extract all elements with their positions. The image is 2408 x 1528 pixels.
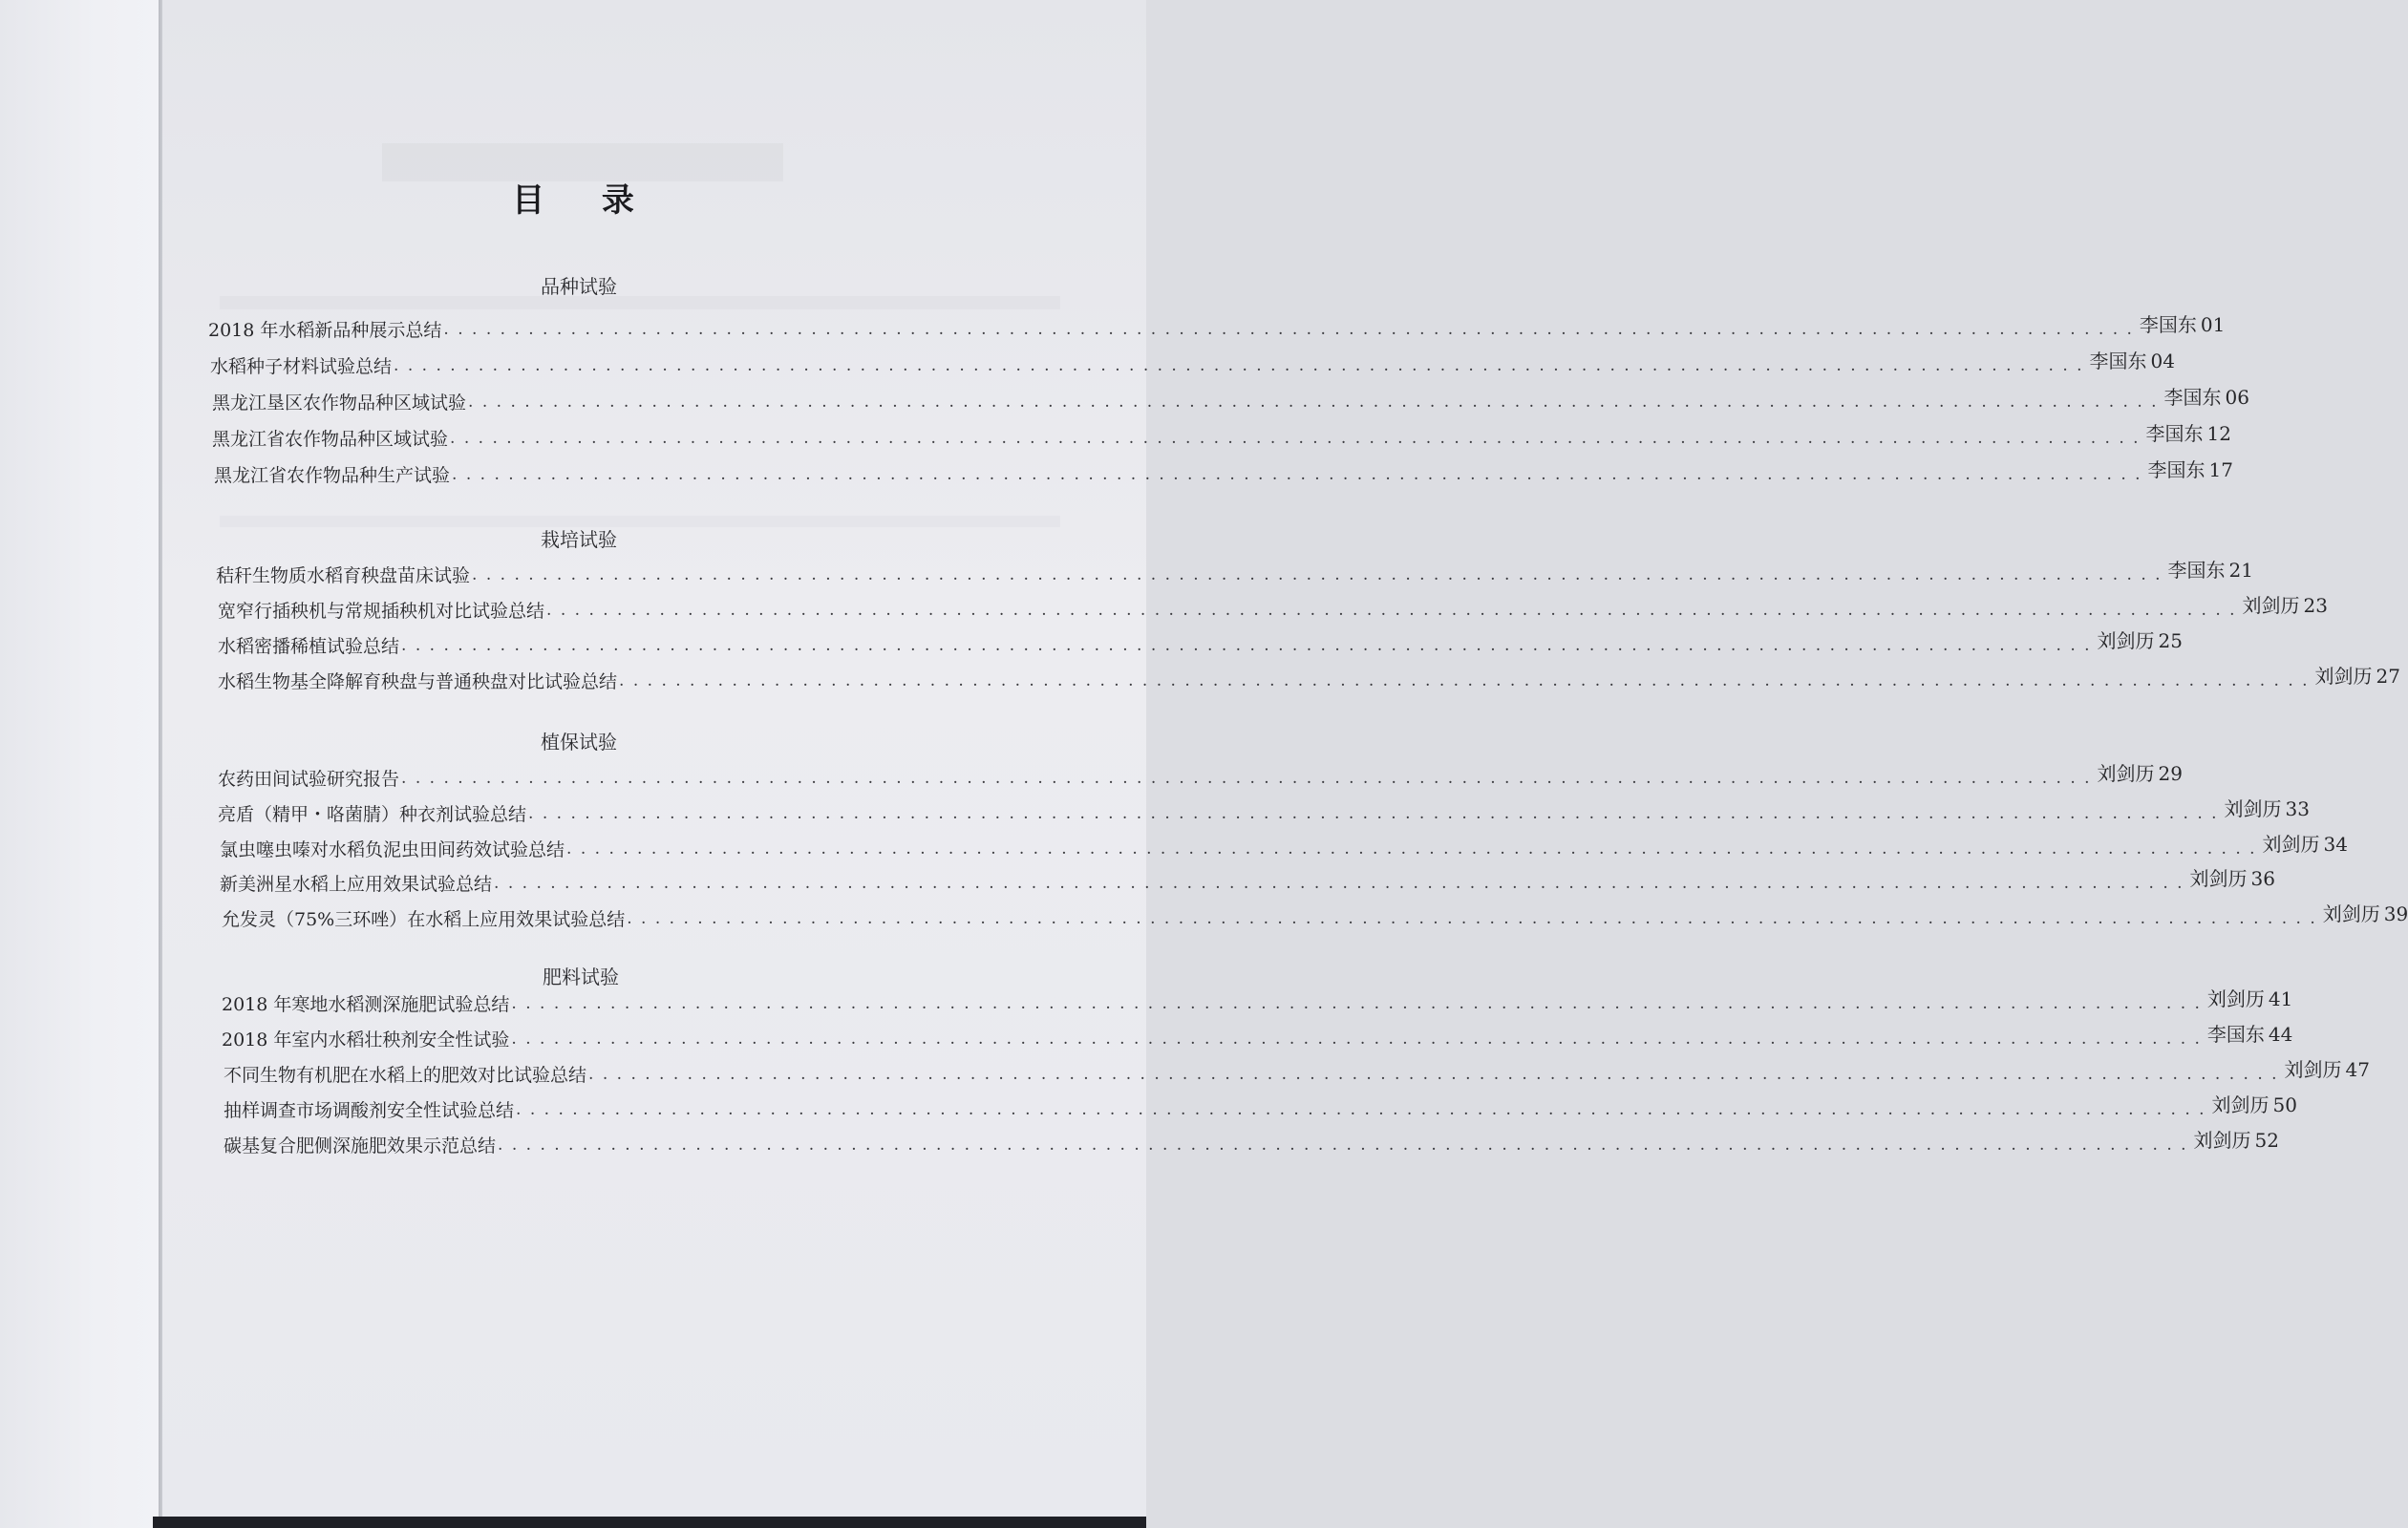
toc-entry-author: 刘剑历	[2189, 867, 2248, 890]
toc-entry-author: 李国东	[2089, 350, 2147, 372]
toc-entry[interactable]	[212, 418, 2231, 451]
toc-entry-author: 李国东	[2139, 313, 2197, 336]
toc-entry-title: 亮盾（精甲・咯菌腈）种衣剂试验总结	[218, 804, 527, 825]
toc-entry-author: 刘剑历	[2224, 797, 2282, 820]
toc-entry-author: 李国东	[2145, 422, 2204, 445]
toc-entry-title: 2018 年寒地水稻测深施肥试验总结	[222, 994, 510, 1015]
dot-leader: . . . . . . . . . . . . . . . . . . . . . . . . . . . . . . . . . . . . . . . . . . . . . . . . . . . . . . . . . . . . . . . . . . . . . . . . . . . . . . . . . . . . . . . . . . . . . . . . . . . . . . . . . . . . . . . . . . . . . . . .	[468, 393, 2159, 412]
toc-entry-meta	[2168, 555, 2253, 583]
toc-entry-author: 李国东	[2147, 458, 2206, 481]
toc-entry[interactable]	[208, 309, 2226, 342]
toc-entry[interactable]	[218, 661, 2400, 693]
toc-entry-author: 刘剑历	[2206, 987, 2265, 1010]
toc-entry-meta	[2315, 661, 2400, 689]
toc-entry[interactable]	[220, 863, 2275, 896]
toc-entry-author: 李国东	[2167, 559, 2226, 582]
toc-entry-page-number: 06	[2225, 386, 2249, 409]
toc-entry[interactable]	[218, 794, 2310, 826]
toc-entry-page-number: 34	[2323, 833, 2348, 856]
toc-entry-meta	[2285, 1054, 2370, 1082]
toc-entry-page-number: 17	[2208, 458, 2233, 481]
toc-entry[interactable]	[222, 984, 2293, 1016]
toc-entry-meta	[2243, 590, 2328, 618]
toc-entry-meta	[2164, 382, 2249, 410]
section-heading: 品种试验	[541, 275, 617, 298]
toc-entry-meta	[2194, 1125, 2279, 1153]
toc-entry-page-number: 33	[2285, 797, 2310, 820]
dot-leader: . . . . . . . . . . . . . . . . . . . . . . . . . . . . . . . . . . . . . . . . . . . . . . . . . . . . . . . . . . . . . . . . . . . . . . . . . . . . . . . . . . . . . . . . . . . . . . . . . . . . . . . . . . . . . . . . . . . . . . . .	[401, 769, 2092, 788]
dot-leader: . . . . . . . . . . . . . . . . . . . . . . . . . . . . . . . . . . . . . . . . . . . . . . . . . . . . . . . . . . . . . . . . . . . . . . . . . . . . . . . . . . . . . . . . . . . . . . . . . . . . . . . . . . . . . . . . . . . . . . . .	[528, 804, 2219, 823]
toc-entry-title: 碳基复合肥侧深施肥效果示范总结	[224, 1135, 497, 1157]
dot-leader: . . . . . . . . . . . . . . . . . . . . . . . . . . . . . . . . . . . . . . . . . . . . . . . . . . . . . . . . . . . . . . . . . . . . . . . . . . . . . . . . . . . . . . . . . . . . . . . . . . . . . . . . . . . . . . . . . . . . . . . .	[627, 909, 2317, 928]
toc-entry-meta	[2140, 309, 2225, 337]
toc-entry-meta	[2207, 1019, 2292, 1047]
toc-entry-meta	[2225, 794, 2310, 821]
dot-leader: . . . . . . . . . . . . . . . . . . . . . . . . . . . . . . . . . . . . . . . . . . . . . . . . . . . . . . . . . . . . . . . . . . . . . . . . . . . . . . . . . . . . . . . . . . . . . . . . . . . . . . . . . . . . . . . . . . . . . . . .	[472, 565, 2163, 584]
toc-entry[interactable]	[210, 346, 2175, 378]
toc-entry-page-number: 12	[2206, 422, 2231, 445]
page-title: 目 录	[512, 181, 657, 220]
toc-entry-title: 宽窄行插秧机与常规插秧机对比试验总结	[218, 601, 545, 622]
facing-page	[0, 0, 160, 1528]
toc-entry-meta	[2323, 899, 2408, 926]
toc-entry-author: 刘剑历	[2193, 1129, 2251, 1152]
toc-entry[interactable]	[216, 555, 2253, 587]
toc-entry[interactable]	[218, 626, 2183, 658]
toc-entry-page-number: 39	[2383, 902, 2408, 925]
section-heading: 植保试验	[541, 731, 617, 753]
toc-entry-meta	[2098, 626, 2183, 653]
toc-entry-page-number: 47	[2345, 1058, 2370, 1081]
section-heading: 栽培试验	[541, 528, 617, 551]
toc-entry-author: 刘剑历	[2262, 833, 2320, 856]
toc-entry-meta	[2148, 455, 2233, 482]
dot-leader: . . . . . . . . . . . . . . . . . . . . . . . . . . . . . . . . . . . . . . . . . . . . . . . . . . . . . . . . . . . . . . . . . . . . . . . . . . . . . . . . . . . . . . . . . . . . . . . . . . . . . . . . . . . . . . . . . . . . . . . .	[450, 429, 2141, 448]
toc-entry-title: 黑龙江垦区农作物品种区域试验	[212, 393, 467, 414]
toc-entry-author: 刘剑历	[2211, 1093, 2269, 1116]
dot-leader: . . . . . . . . . . . . . . . . . . . . . . . . . . . . . . . . . . . . . . . . . . . . . . . . . . . . . . . . . . . . . . . . . . . . . . . . . . . . . . . . . . . . . . . . . . . . . . . . . . . . . . . . . . . . . . . . . . . . . . . .	[588, 1065, 2279, 1084]
bleed-through-block	[220, 296, 1060, 309]
toc-entry-title: 水稻生物基全降解育秧盘与普通秧盘对比试验总结	[218, 671, 618, 692]
toc-entry-page-number: 27	[2376, 665, 2400, 688]
dot-leader: . . . . . . . . . . . . . . . . . . . . . . . . . . . . . . . . . . . . . . . . . . . . . . . . . . . . . . . . . . . . . . . . . . . . . . . . . . . . . . . . . . . . . . . . . . . . . . . . . . . . . . . . . . . . . . . . . . . . . . . .	[619, 671, 2310, 690]
toc-entry-author: 李国东	[2206, 1023, 2265, 1046]
toc-entry-page-number: 23	[2303, 594, 2328, 617]
toc-entry[interactable]	[218, 758, 2183, 791]
toc-entry-title: 抽样调查市场调酸剂安全性试验总结	[224, 1100, 515, 1121]
toc-entry-title: 2018 年室内水稻壮秧剂安全性试验	[222, 1029, 510, 1050]
toc-entry-meta	[2098, 758, 2183, 786]
toc-entry-page-number: 04	[2150, 350, 2175, 372]
toc-entry-title: 2018 年水稻新品种展示总结	[208, 320, 442, 341]
toc-entry-meta	[2146, 418, 2231, 446]
toc-entry-title: 不同生物有机肥在水稻上的肥效对比试验总结	[224, 1065, 587, 1086]
toc-entry-author: 刘剑历	[2097, 762, 2155, 785]
toc-entry-author: 李国东	[2163, 386, 2222, 409]
toc-entry[interactable]	[214, 455, 2233, 487]
toc-entry-title: 黑龙江省农作物品种生产试验	[214, 465, 451, 486]
toc-entry-title: 水稻种子材料试验总结	[210, 356, 393, 377]
toc-entry-author: 刘剑历	[2097, 629, 2155, 652]
toc-entry-author: 刘剑历	[2242, 594, 2300, 617]
toc-entry-meta	[2090, 346, 2175, 373]
toc-entry[interactable]	[222, 1019, 2293, 1051]
toc-entry[interactable]	[212, 382, 2249, 414]
dot-leader: . . . . . . . . . . . . . . . . . . . . . . . . . . . . . . . . . . . . . . . . . . . . . . . . . . . . . . . . . . . . . . . . . . . . . . . . . . . . . . . . . . . . . . . . . . . . . . . . . . . . . . . . . . . . . . . . . . . . . . . .	[494, 874, 2184, 893]
toc-entry-page-number: 25	[2158, 629, 2183, 652]
dot-leader: . . . . . . . . . . . . . . . . . . . . . . . . . . . . . . . . . . . . . . . . . . . . . . . . . . . . . . . . . . . . . . . . . . . . . . . . . . . . . . . . . . . . . . . . . . . . . . . . . . . . . . . . . . . . . . . . . . . . . . . .	[394, 356, 2084, 375]
toc-entry-meta	[2190, 863, 2275, 891]
dot-leader: . . . . . . . . . . . . . . . . . . . . . . . . . . . . . . . . . . . . . . . . . . . . . . . . . . . . . . . . . . . . . . . . . . . . . . . . . . . . . . . . . . . . . . . . . . . . . . . . . . . . . . . . . . . . . . . . . . . . . . . .	[452, 465, 2142, 484]
toc-entry-page-number: 36	[2250, 867, 2275, 890]
bleed-through-block	[220, 516, 1060, 527]
dot-leader: . . . . . . . . . . . . . . . . . . . . . . . . . . . . . . . . . . . . . . . . . . . . . . . . . . . . . . . . . . . . . . . . . . . . . . . . . . . . . . . . . . . . . . . . . . . . . . . . . . . . . . . . . . . . . . . . . . . . . . . .	[511, 994, 2202, 1013]
toc-entry-author: 刘剑历	[2284, 1058, 2342, 1081]
toc-entry-page-number: 44	[2268, 1023, 2293, 1046]
toc-entry-page-number: 50	[2272, 1093, 2297, 1116]
toc-entry[interactable]	[218, 590, 2328, 623]
toc-entry[interactable]	[224, 1054, 2370, 1087]
toc-entry-title: 水稻密播稀植试验总结	[218, 636, 400, 657]
dot-leader: . . . . . . . . . . . . . . . . . . . . . . . . . . . . . . . . . . . . . . . . . . . . . . . . . . . . . . . . . . . . . . . . . . . . . . . . . . . . . . . . . . . . . . . . . . . . . . . . . . . . . . . . . . . . . . . . . . . . . . . .	[401, 636, 2092, 655]
toc-entry-page-number: 52	[2254, 1129, 2279, 1152]
toc-entry-title: 农药田间试验研究报告	[218, 769, 400, 790]
dot-leader: . . . . . . . . . . . . . . . . . . . . . . . . . . . . . . . . . . . . . . . . . . . . . . . . . . . . . . . . . . . . . . . . . . . . . . . . . . . . . . . . . . . . . . . . . . . . . . . . . . . . . . . . . . . . . . . . . . . . . . . .	[566, 839, 2257, 859]
toc-entry[interactable]	[224, 1125, 2279, 1157]
toc-entry-page-number: 01	[2200, 313, 2226, 336]
toc-entry-title: 黑龙江省农作物品种区域试验	[212, 429, 449, 450]
toc-entry-meta	[2263, 829, 2348, 857]
toc-entry-title: 秸秆生物质水稻育秧盘苗床试验	[216, 565, 471, 586]
toc-entry-meta	[2207, 984, 2292, 1011]
toc-entry-title: 新美洲星水稻上应用效果试验总结	[220, 874, 493, 895]
dot-leader: . . . . . . . . . . . . . . . . . . . . . . . . . . . . . . . . . . . . . . . . . . . . . . . . . . . . . . . . . . . . . . . . . . . . . . . . . . . . . . . . . . . . . . . . . . . . . . . . . . . . . . . . . . . . . . . . . . . . . . . .	[546, 601, 2237, 620]
dot-leader: . . . . . . . . . . . . . . . . . . . . . . . . . . . . . . . . . . . . . . . . . . . . . . . . . . . . . . . . . . . . . . . . . . . . . . . . . . . . . . . . . . . . . . . . . . . . . . . . . . . . . . . . . . . . . . . . . . . . . . . .	[498, 1135, 2188, 1155]
section-heading: 肥料试验	[543, 966, 619, 988]
dot-leader: . . . . . . . . . . . . . . . . . . . . . . . . . . . . . . . . . . . . . . . . . . . . . . . . . . . . . . . . . . . . . . . . . . . . . . . . . . . . . . . . . . . . . . . . . . . . . . . . . . . . . . . . . . . . . . . . . . . . . . . .	[516, 1100, 2206, 1119]
toc-entry[interactable]	[222, 899, 2408, 931]
toc-entry-title: 氯虫噻虫嗪对水稻负泥虫田间药效试验总结	[220, 839, 565, 860]
dot-leader: . . . . . . . . . . . . . . . . . . . . . . . . . . . . . . . . . . . . . . . . . . . . . . . . . . . . . . . . . . . . . . . . . . . . . . . . . . . . . . . . . . . . . . . . . . . . . . . . . . . . . . . . . . . . . . . . . . . . . . . .	[443, 320, 2134, 339]
toc-entry-title: 允发灵（75%三环唑）在水稻上应用效果试验总结	[222, 909, 626, 930]
toc-entry-meta	[2212, 1090, 2297, 1117]
toc-entry-page-number: 21	[2228, 559, 2253, 582]
toc-entry[interactable]	[224, 1090, 2297, 1122]
bottom-edge-shadow	[153, 1517, 1146, 1528]
toc-entry-page-number: 29	[2158, 762, 2183, 785]
toc-entry-page-number: 41	[2268, 987, 2293, 1010]
toc-entry[interactable]	[220, 829, 2348, 861]
toc-entry-author: 刘剑历	[2322, 902, 2380, 925]
dot-leader: . . . . . . . . . . . . . . . . . . . . . . . . . . . . . . . . . . . . . . . . . . . . . . . . . . . . . . . . . . . . . . . . . . . . . . . . . . . . . . . . . . . . . . . . . . . . . . . . . . . . . . . . . . . . . . . . . . . . . . . .	[511, 1029, 2202, 1049]
toc-entry-author: 刘剑历	[2314, 665, 2373, 688]
